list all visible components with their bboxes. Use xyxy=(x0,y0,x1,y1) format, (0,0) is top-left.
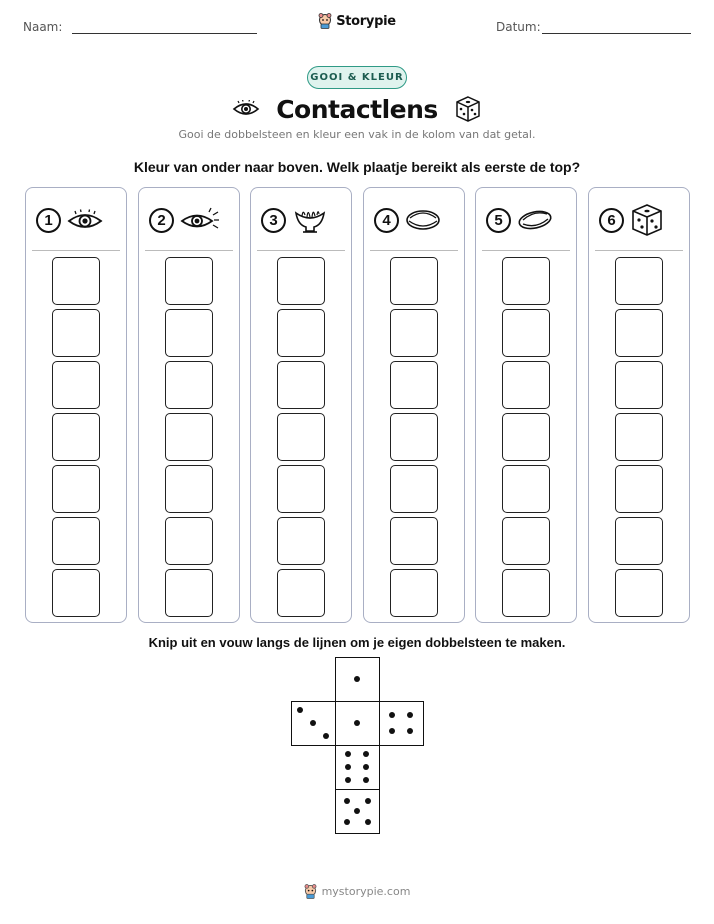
dice-pip xyxy=(323,733,329,739)
dice-pip xyxy=(344,798,350,804)
color-cell[interactable] xyxy=(390,413,438,461)
dice-column-1 xyxy=(25,187,127,623)
dice-pip xyxy=(344,819,350,825)
dice-pip xyxy=(389,712,395,718)
color-cell[interactable] xyxy=(390,465,438,513)
title-row xyxy=(0,92,714,126)
dice-pip xyxy=(345,777,351,783)
color-cell[interactable] xyxy=(165,413,213,461)
color-cell[interactable] xyxy=(502,569,550,617)
color-cell[interactable] xyxy=(52,309,100,357)
storypie-logo-icon xyxy=(318,13,332,29)
color-cell[interactable] xyxy=(165,465,213,513)
brand-name: Storypie xyxy=(336,13,396,29)
column-divider xyxy=(257,250,345,251)
dice-pip xyxy=(363,751,369,757)
color-cell[interactable] xyxy=(502,413,550,461)
lens-case-icon xyxy=(292,205,328,235)
dice-column-4 xyxy=(363,187,465,623)
color-cell[interactable] xyxy=(165,517,213,565)
column-number: 6 xyxy=(599,208,624,233)
color-cell[interactable] xyxy=(615,569,663,617)
column-header xyxy=(599,203,683,237)
column-divider xyxy=(145,250,233,251)
dice-pip xyxy=(310,720,316,726)
column-divider xyxy=(595,250,683,251)
dice-pip xyxy=(363,764,369,770)
color-cell[interactable] xyxy=(277,465,325,513)
winking-eye-icon xyxy=(180,207,220,233)
color-cell[interactable] xyxy=(277,413,325,461)
color-cell[interactable] xyxy=(52,361,100,409)
name-line[interactable] xyxy=(72,33,257,34)
dice-face-4 xyxy=(379,701,424,746)
dice-face-1 xyxy=(335,657,380,702)
instruction: Kleur van onder naar boven. Welk plaatje bereikt als eerste de top? xyxy=(133,159,581,175)
column-number: 5 xyxy=(486,208,511,233)
color-cell[interactable] xyxy=(52,413,100,461)
subtitle: Gooi de dobbelsteen en kleur een vak in de kolom van dat getal. xyxy=(178,128,536,141)
activity-badge: GOOI & KLEUR xyxy=(307,66,407,89)
dice-pip xyxy=(354,720,360,726)
dice-pip xyxy=(345,764,351,770)
brand xyxy=(0,13,714,29)
column-header xyxy=(486,203,570,237)
color-cell[interactable] xyxy=(390,361,438,409)
die-icon xyxy=(630,203,664,237)
dice-column-3 xyxy=(250,187,352,623)
dice-pip xyxy=(345,751,351,757)
dice-column-5 xyxy=(475,187,577,623)
color-cell[interactable] xyxy=(52,517,100,565)
color-cell[interactable] xyxy=(390,569,438,617)
contact-lens-tilted-icon xyxy=(517,207,553,233)
contact-lens-icon xyxy=(405,208,441,232)
dice-pip xyxy=(363,777,369,783)
color-cell[interactable] xyxy=(165,569,213,617)
dice-column-2 xyxy=(138,187,240,623)
die-icon xyxy=(454,95,482,123)
dice-pip xyxy=(297,707,303,713)
color-cell[interactable] xyxy=(390,309,438,357)
color-cell[interactable] xyxy=(615,361,663,409)
dice-pip xyxy=(354,676,360,682)
color-cell[interactable] xyxy=(502,257,550,305)
name-label: Naam: xyxy=(23,20,63,34)
color-cell[interactable] xyxy=(390,517,438,565)
color-cell[interactable] xyxy=(502,465,550,513)
storypie-logo-icon xyxy=(304,884,317,899)
dice-column-6 xyxy=(588,187,690,623)
color-cell[interactable] xyxy=(615,465,663,513)
color-cell[interactable] xyxy=(502,517,550,565)
column-divider xyxy=(370,250,458,251)
column-header xyxy=(149,203,233,237)
date-line[interactable] xyxy=(542,33,691,34)
color-cell[interactable] xyxy=(615,257,663,305)
column-number: 3 xyxy=(261,208,286,233)
color-cell[interactable] xyxy=(277,569,325,617)
column-number: 1 xyxy=(36,208,61,233)
dice-face-3 xyxy=(291,701,336,746)
color-cell[interactable] xyxy=(165,361,213,409)
color-cell[interactable] xyxy=(277,257,325,305)
dice-face-6 xyxy=(335,745,380,790)
footer xyxy=(0,884,714,899)
color-cell[interactable] xyxy=(615,517,663,565)
color-cell[interactable] xyxy=(52,465,100,513)
dice-pip xyxy=(354,808,360,814)
footer-url: mystorypie.com xyxy=(321,885,411,898)
page-title: Contactlens xyxy=(276,94,438,124)
column-header xyxy=(261,203,345,237)
column-header xyxy=(36,203,120,237)
color-cell[interactable] xyxy=(502,309,550,357)
color-cell[interactable] xyxy=(615,413,663,461)
color-cell[interactable] xyxy=(277,517,325,565)
dice-pip xyxy=(407,712,413,718)
color-cell[interactable] xyxy=(52,257,100,305)
color-cell[interactable] xyxy=(277,309,325,357)
column-number: 2 xyxy=(149,208,174,233)
column-divider xyxy=(482,250,570,251)
column-divider xyxy=(32,250,120,251)
eye-icon xyxy=(232,100,260,118)
color-cell[interactable] xyxy=(502,361,550,409)
color-cell[interactable] xyxy=(52,569,100,617)
dice-face-5 xyxy=(335,789,380,834)
dice-face-1 xyxy=(335,701,380,746)
dice-pip xyxy=(365,798,371,804)
column-number: 4 xyxy=(374,208,399,233)
eye-icon xyxy=(67,209,103,231)
color-cell[interactable] xyxy=(390,257,438,305)
color-cell[interactable] xyxy=(277,361,325,409)
color-cell[interactable] xyxy=(165,309,213,357)
cut-instruction: Knip uit en vouw langs de lijnen om je eigen dobbelsteen te maken. xyxy=(148,635,566,650)
column-header xyxy=(374,203,458,237)
dice-pip xyxy=(389,728,395,734)
date-label: Datum: xyxy=(496,20,541,34)
dice-pip xyxy=(365,819,371,825)
dice-pip xyxy=(407,728,413,734)
color-cell[interactable] xyxy=(165,257,213,305)
color-cell[interactable] xyxy=(615,309,663,357)
